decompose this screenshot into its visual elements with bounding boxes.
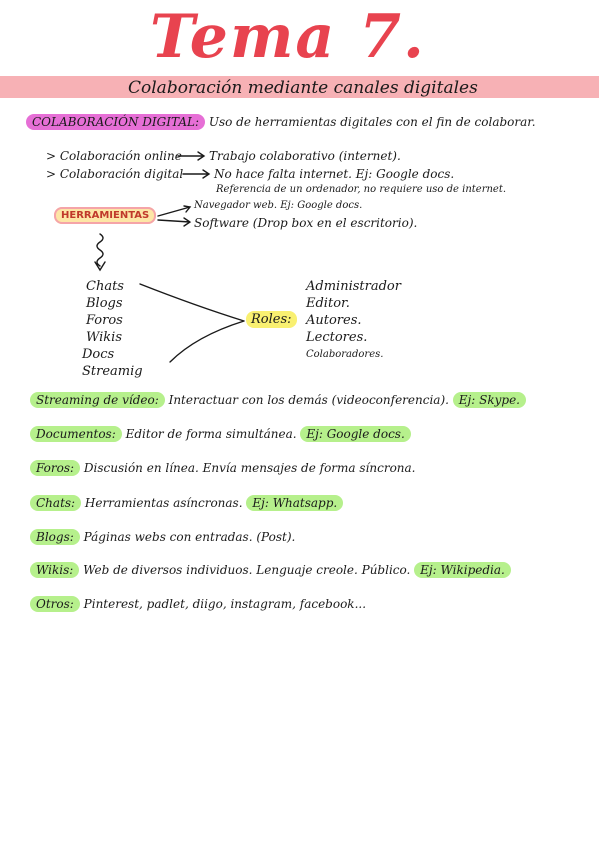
entry-term: Documentos: [30, 426, 122, 442]
role-administrador: Administrador [306, 279, 401, 294]
type-online-desc: Trabajo colaborativo (internet). [209, 149, 401, 163]
roles-label: Roles: [246, 312, 297, 328]
entry-text: Interactuar con los demás (videoconferencia). [168, 393, 449, 407]
tools-item-browser: Navegador web. Ej: Google docs. [194, 200, 363, 211]
entry-term: Otros: [30, 596, 80, 612]
type-digital-label: > Colaboración digital [46, 167, 184, 181]
tools-label: HERRAMIENTAS [54, 209, 156, 223]
arrow-tools-browser-icon [158, 206, 190, 216]
type-digital-desc2: Referencia de un ordenador, no requiere uso de internet. [216, 184, 507, 195]
entry-example: Ej: Wikipedia. [414, 562, 511, 578]
entry-text: Editor de forma simultánea. [125, 427, 297, 441]
entry-example: Ej: Skype. [453, 392, 526, 408]
definition-term: COLABORACIÓN DIGITAL: [26, 114, 205, 130]
channel-chats: Chats [86, 279, 124, 294]
role-colaboradores: Colaboradores. [306, 349, 384, 360]
channel-blogs: Blogs [86, 296, 123, 311]
type-digital-desc: No hace falta internet. Ej: Google docs. [214, 167, 455, 181]
arrow-online-icon [178, 152, 204, 160]
channel-foros: Foros [86, 313, 123, 328]
definition-text: Uso de herramientas digitales con el fin de colaborar. [208, 115, 536, 129]
entry-term: Foros: [30, 460, 80, 476]
role-editor: Editor. [306, 296, 350, 311]
entry-term: Blogs: [30, 529, 80, 545]
entry-text: Discusión en línea. Envía mensajes de forma síncrona. [83, 461, 416, 475]
roles-bracket-icon [140, 284, 244, 362]
channel-wikis: Wikis [86, 330, 122, 345]
entry-text: Pinterest, padlet, diigo, instagram, facebook... [83, 597, 367, 611]
channel-docs: Docs [82, 347, 115, 362]
type-online-label: > Colaboración online [46, 149, 182, 163]
channel-streamig: Streamig [82, 364, 143, 379]
page-subtitle: Colaboración mediante canales digitales [128, 78, 478, 98]
entry-term: Streaming de vídeo: [30, 392, 165, 408]
entry-text: Web de diversos individuos. Lenguaje creole. Público. [83, 563, 411, 577]
entry-text: Herramientas asíncronas. [84, 496, 243, 510]
entry-example: Ej: Google docs. [300, 426, 410, 442]
role-lectores: Lectores. [306, 330, 368, 345]
page-title: Tema 7. [150, 2, 426, 72]
entry-term: Chats: [30, 495, 81, 511]
entry-text: Páginas webs con entradas. (Post). [83, 530, 296, 544]
entry-term: Wikis: [30, 562, 79, 578]
tools-item-software: Software (Drop box en el escritorio). [194, 216, 418, 230]
arrow-digital-icon [183, 170, 209, 178]
entry-example: Ej: Whatsapp. [246, 495, 343, 511]
arrow-tools-software-icon [158, 218, 190, 226]
role-autores: Autores. [306, 313, 362, 328]
squiggle-down-arrow-icon [95, 234, 105, 270]
